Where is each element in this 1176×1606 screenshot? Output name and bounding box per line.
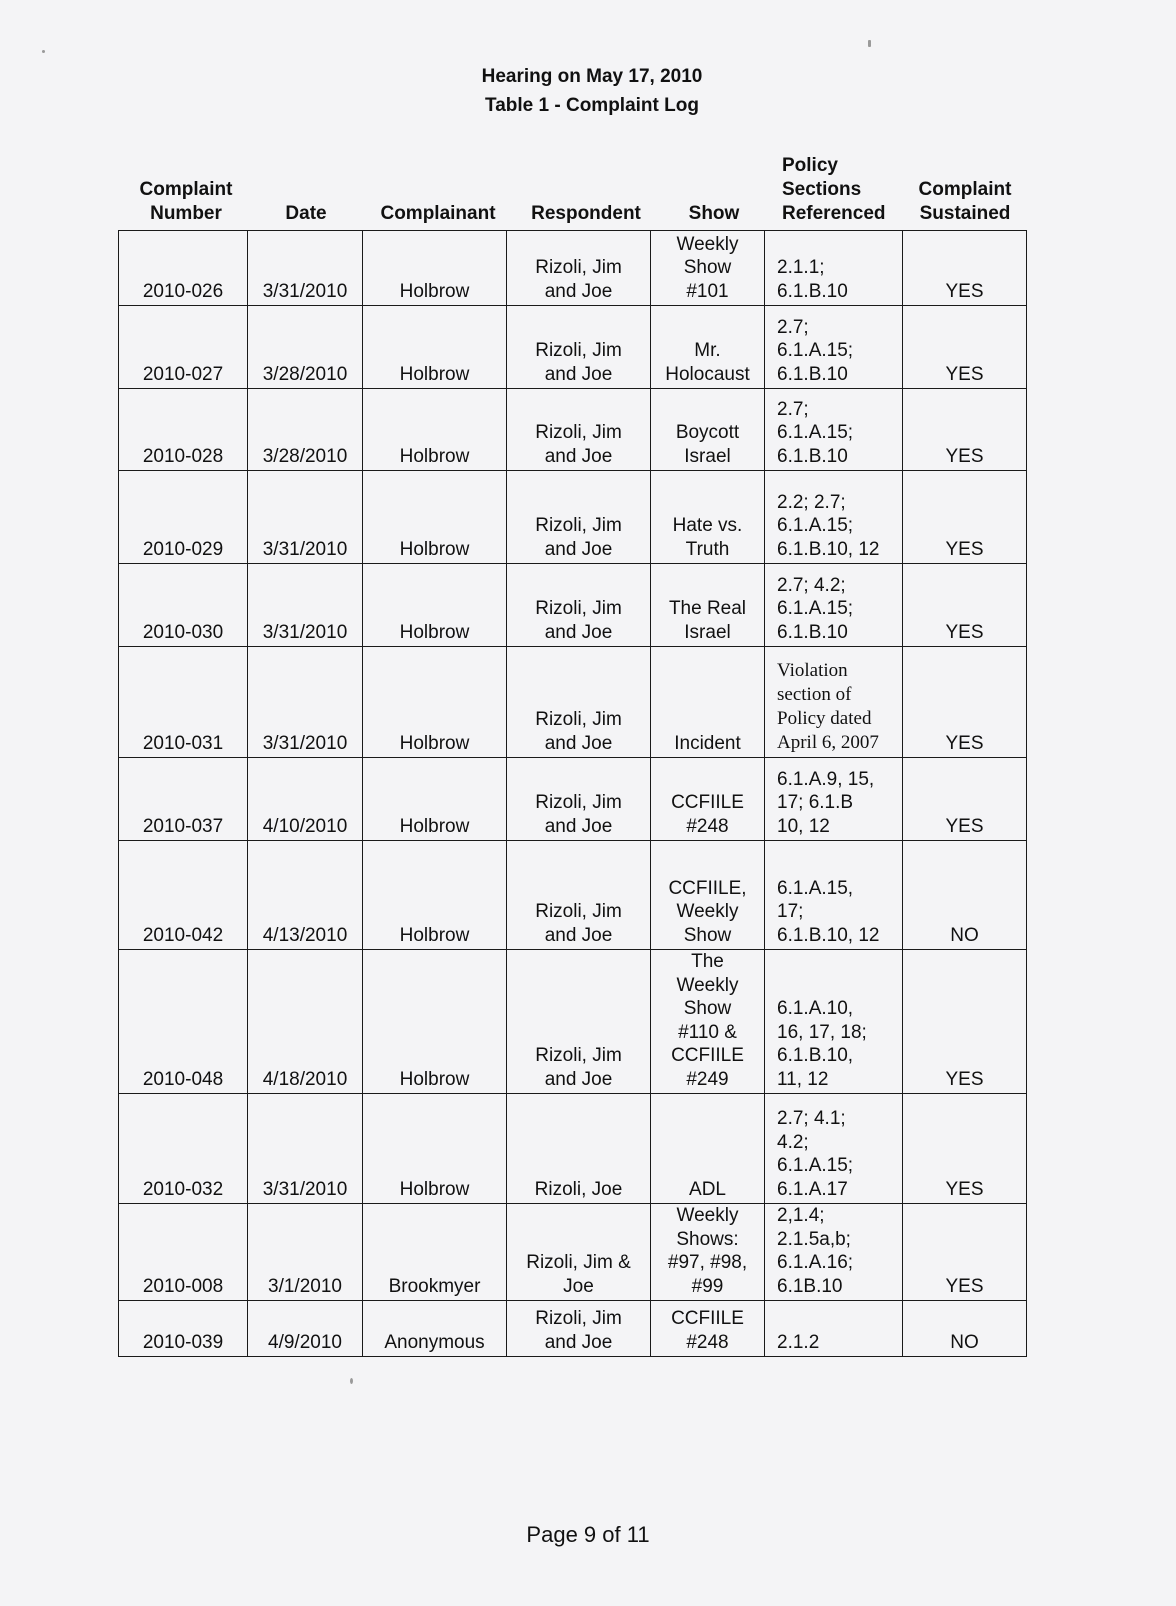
cell-policy-sections: 6.1.A.10, 16, 17, 18; 6.1.B.10, 11, 12 [765,950,903,1094]
cell-complaint-sustained: YES [903,647,1027,758]
cell-respondent: Rizoli, Jim and Joe [507,950,651,1094]
cell-complaint-sustained: YES [903,1094,1027,1204]
cell-complaint-number: 2010-028 [119,389,248,471]
cell-complainant: Anonymous [363,1301,507,1357]
cell-complaint-sustained: YES [903,471,1027,564]
table-row [119,389,1027,471]
cell-respondent: Rizoli, Jim & Joe [507,1204,651,1301]
table-row [119,758,1027,841]
header-show: Show [688,203,740,224]
cell-policy-sections: 2.7; 4.1; 4.2; 6.1.A.15; 6.1.A.17 [765,1094,903,1204]
cell-date: 3/28/2010 [248,306,363,389]
cell-complainant: Holbrow [363,950,507,1094]
cell-complaint-number: 2010-048 [119,950,248,1094]
scan-speck [868,40,871,47]
cell-respondent: Rizoli, Jim and Joe [507,841,651,950]
cell-respondent: Rizoli, Jim and Joe [507,647,651,758]
cell-show: Weekly Shows: #97, #98, #99 [651,1204,765,1301]
cell-complainant: Holbrow [363,1094,507,1204]
cell-policy-sections: 6.1.A.9, 15, 17; 6.1.B 10, 12 [765,758,903,841]
cell-show: The Weekly Show #110 & CCFIILE #249 [651,950,765,1094]
cell-respondent: Rizoli, Joe [507,1094,651,1204]
header-complaint-sustained: Complaint Sustained [918,179,1012,224]
table-caption: Table 1 - Complaint Log [485,95,699,116]
cell-complaint-number: 2010-042 [119,841,248,950]
cell-show: Hate vs. Truth [651,471,765,564]
cell-date: 4/18/2010 [248,950,363,1094]
complaint-log-table [118,230,1027,1357]
document-title: Hearing on May 17, 2010 [481,66,703,87]
table-row [119,841,1027,950]
cell-policy-sections: Violation section of Policy dated April 6, 2007 [765,647,903,758]
cell-date: 3/31/2010 [248,564,363,647]
cell-policy-sections: 2.7; 6.1.A.15; 6.1.B.10 [765,389,903,471]
table-row [119,950,1027,1094]
cell-policy-sections: 2,1.4; 2.1.5a,b; 6.1.A.16; 6.1B.10 [765,1204,903,1301]
cell-complaint-number: 2010-039 [119,1301,248,1357]
cell-show: ADL [651,1094,765,1204]
cell-complaint-sustained: NO [903,1301,1027,1357]
scan-speck [350,1378,353,1384]
table-row [119,1094,1027,1204]
cell-respondent: Rizoli, Jim and Joe [507,471,651,564]
cell-show: Incident [651,647,765,758]
cell-complainant: Holbrow [363,306,507,389]
cell-respondent: Rizoli, Jim and Joe [507,758,651,841]
header-complainant: Complainant [380,203,496,224]
cell-complaint-sustained: YES [903,389,1027,471]
cell-complaint-sustained: YES [903,564,1027,647]
cell-date: 3/31/2010 [248,231,363,306]
cell-complaint-number: 2010-032 [119,1094,248,1204]
cell-complaint-sustained: YES [903,306,1027,389]
cell-complaint-number: 2010-030 [119,564,248,647]
cell-respondent: Rizoli, Jim and Joe [507,306,651,389]
header-policy-sections: Policy Sections Referenced [782,155,886,224]
cell-date: 3/31/2010 [248,471,363,564]
cell-policy-sections: 2.7; 6.1.A.15; 6.1.B.10 [765,306,903,389]
cell-date: 4/13/2010 [248,841,363,950]
cell-date: 4/10/2010 [248,758,363,841]
table-row [119,471,1027,564]
cell-complaint-number: 2010-027 [119,306,248,389]
header-respondent: Respondent [531,203,641,224]
cell-date: 3/31/2010 [248,1094,363,1204]
cell-complainant: Holbrow [363,231,507,306]
cell-policy-sections: 2.1.2 [765,1301,903,1357]
page-number: Page 9 of 11 [526,1522,650,1547]
cell-show: CCFIILE #248 [651,1301,765,1357]
cell-complaint-sustained: YES [903,758,1027,841]
header-date: Date [285,203,327,224]
cell-respondent: Rizoli, Jim and Joe [507,564,651,647]
cell-complaint-sustained: YES [903,1204,1027,1301]
cell-show: Boycott Israel [651,389,765,471]
cell-policy-sections: 6.1.A.15, 17; 6.1.B.10, 12 [765,841,903,950]
cell-complaint-number: 2010-031 [119,647,248,758]
table-row [119,1301,1027,1357]
cell-show: CCFIILE, Weekly Show [651,841,765,950]
cell-complaint-number: 2010-026 [119,231,248,306]
cell-policy-sections: 2.2; 2.7; 6.1.A.15; 6.1.B.10, 12 [765,471,903,564]
cell-policy-sections: 2.7; 4.2; 6.1.A.15; 6.1.B.10 [765,564,903,647]
header-complaint-number: Complaint Number [139,179,233,224]
cell-complaint-sustained: NO [903,841,1027,950]
cell-complainant: Holbrow [363,647,507,758]
cell-complainant: Holbrow [363,841,507,950]
cell-show: The Real Israel [651,564,765,647]
cell-date: 3/28/2010 [248,389,363,471]
table-row [119,1204,1027,1301]
cell-policy-sections: 2.1.1; 6.1.B.10 [765,231,903,306]
cell-respondent: Rizoli, Jim and Joe [507,231,651,306]
table-row [119,564,1027,647]
cell-date: 3/31/2010 [248,647,363,758]
scan-speck [42,50,45,53]
table-row [119,231,1027,306]
cell-complainant: Holbrow [363,471,507,564]
cell-complainant: Brookmyer [363,1204,507,1301]
cell-complaint-sustained: YES [903,950,1027,1094]
cell-show: Mr. Holocaust [651,306,765,389]
cell-complaint-number: 2010-008 [119,1204,248,1301]
table-row [119,306,1027,389]
cell-complainant: Holbrow [363,758,507,841]
cell-complaint-number: 2010-029 [119,471,248,564]
cell-complaint-sustained: YES [903,231,1027,306]
cell-date: 4/9/2010 [248,1301,363,1357]
cell-date: 3/1/2010 [248,1204,363,1301]
cell-complaint-number: 2010-037 [119,758,248,841]
cell-respondent: Rizoli, Jim and Joe [507,1301,651,1357]
cell-show: CCFIILE #248 [651,758,765,841]
cell-show: Weekly Show #101 [651,231,765,306]
cell-complainant: Holbrow [363,389,507,471]
table-row [119,647,1027,758]
cell-complainant: Holbrow [363,564,507,647]
cell-respondent: Rizoli, Jim and Joe [507,389,651,471]
